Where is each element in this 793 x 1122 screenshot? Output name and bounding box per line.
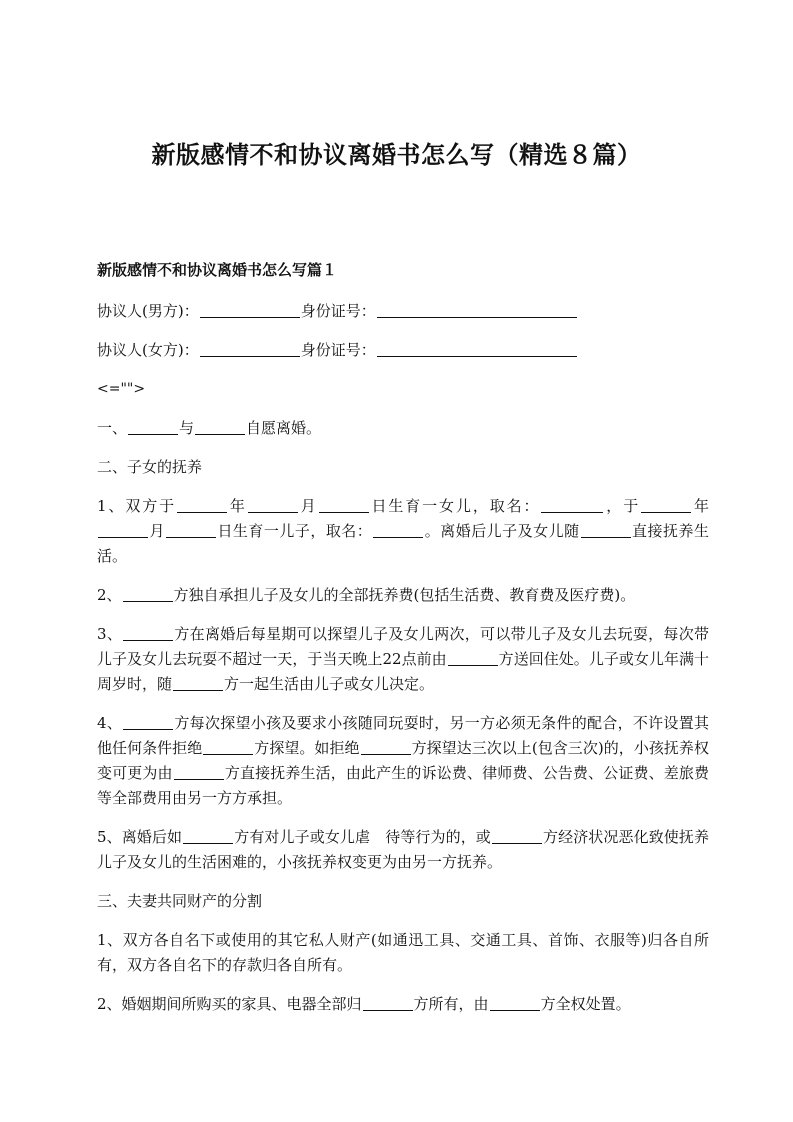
blank [373,521,423,538]
blank [123,624,173,641]
text: 方探望达三次以上(包含三次)的，小孩抚养权变可更为由 [97,739,709,782]
text: 日生育一儿子，取名： [216,522,373,540]
male-id-blank [377,301,577,318]
male-id-label: 身份证号： [300,302,376,320]
text: 方一起生活由儿子或女儿决定。 [224,675,435,693]
blank [581,521,631,538]
blank [248,496,298,513]
blank [123,713,173,730]
text: 直接抚养生活。 [97,522,709,565]
blank [98,521,148,538]
text: 2、 [97,586,122,604]
text: 年 [692,497,709,515]
property-item-1: 1、双方各自名下或使用的其它私人财产(如通迅工具、交通工具、首饰、衣服等)归各自所有，双方各自名下的存款归各自所有。 [97,931,709,974]
text: 方探望。如拒绝 [254,739,360,757]
text: ，于 [604,497,641,515]
female-id-label: 身份证号： [300,341,376,359]
text: 月 [298,497,318,515]
blank [448,649,498,666]
blank [183,827,233,844]
female-party-label: 协议人(女方)： [97,341,199,359]
clause-1-prefix: 一、 [97,419,128,437]
clause-1-and: 与 [179,419,195,437]
clause-1 [97,416,709,441]
blank [195,418,245,435]
text: 方所有，由 [413,995,489,1013]
text: 方直接抚养生活，由此产生的诉讼费、律师费、公告费、公证费、差旅费等全部费用由另一方方承担。 [97,764,709,807]
female-id-blank [377,340,577,357]
blank [641,496,691,513]
blank [203,738,253,755]
text: 1、双方于 [97,497,176,515]
text: 2、婚姻期间所购买的家具、电器全部归 [97,995,362,1013]
blank [319,496,369,513]
text: 5、离婚后如 [97,828,183,846]
blank [361,738,411,755]
blank [490,994,540,1011]
document-body [97,258,709,1031]
blank [492,827,542,844]
property-item-2 [97,992,709,1017]
text: 方在离婚后每星期可以探望儿子及女儿两次，可以带儿子及女儿去玩耍，每次带儿子及女儿去玩耍不超过一天，于当天晚上22点前由 [97,625,709,668]
clause-3-heading: 三、夫妻共同财产的分割 [97,892,263,910]
blank [128,418,178,435]
custody-item-1 [97,494,709,569]
text: 方全权处置。 [540,995,631,1013]
clause-2-heading: 二、子女的抚养 [97,458,203,476]
text: 方每次探望小孩及要求小孩随同玩耍时，另一方必须无条件的配合，不许设置其他任何条件拒绝 [97,714,709,757]
female-party-line [97,338,709,363]
text: 4、 [97,714,123,732]
text: 方送回住处。儿子或女儿年满十周岁时，随 [97,650,709,693]
male-party-label: 协议人(男方)： [97,302,199,320]
custody-item-2 [97,583,709,608]
custody-item-4 [97,711,709,811]
male-party-line [97,299,709,324]
male-name-blank [200,301,300,318]
markup-artifact: <=""> [97,381,146,397]
text: 3、 [97,625,123,643]
clause-1-suffix: 自愿离婚。 [246,419,322,437]
document-title: 新版感情不和协议离婚书怎么写（精选８篇） [151,141,642,169]
text: 日生育一女儿，取名： [369,497,541,515]
blank [177,496,227,513]
blank [174,763,224,780]
blank [173,674,223,691]
blank [363,994,413,1011]
text: 。离婚后儿子及女儿随 [424,522,580,540]
text: 月 [149,522,165,540]
text: 方独自承担儿子及女儿的全部抚养费(包括生活费、教育费及医疗费)。 [173,586,636,604]
text: 方经济状况恶化致使抚养儿子及女儿的生活困难的，小孩抚养权变更为由另一方抚养。 [97,828,709,871]
section-heading: 新版感情不和协议离婚书怎么写篇１ [97,261,338,279]
custody-item-3 [97,622,709,697]
female-name-blank [200,340,300,357]
blank [166,521,216,538]
text: 方有对儿子或女儿虐 待等行为的，或 [234,828,491,846]
blank [541,496,603,513]
text: 年 [228,497,247,515]
blank [123,585,173,602]
custody-item-5 [97,825,709,875]
